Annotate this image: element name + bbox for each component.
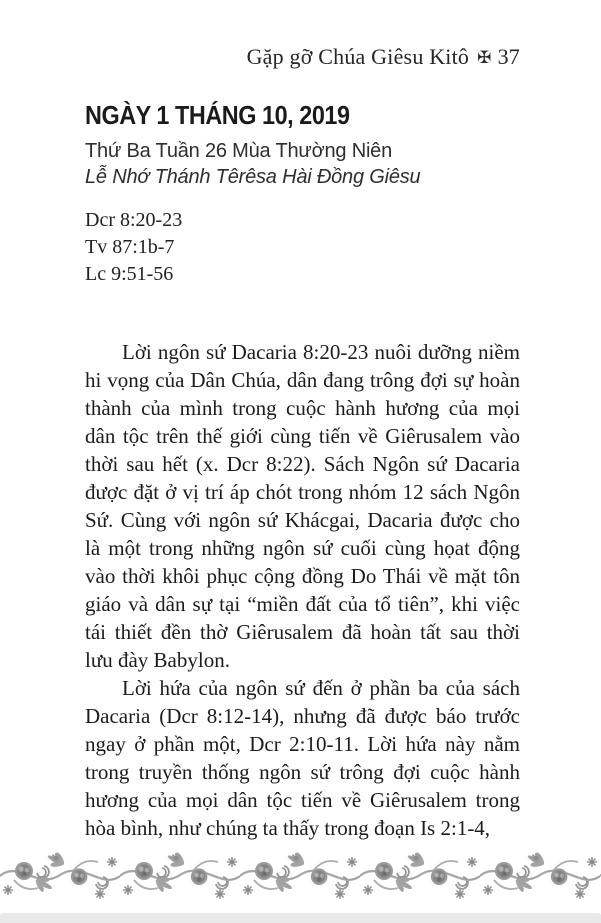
bottom-page-strip (0, 913, 601, 923)
entry-weekday: Thứ Ba Tuần 26 Mùa Thường Niên (85, 140, 393, 162)
reading-reference: Lc 9:51-56 (85, 263, 174, 285)
floral-border-ornament (0, 850, 601, 900)
reading-reference: Dcr 8:20-23 (85, 209, 183, 231)
body-paragraph: Lời ngôn sứ Dacaria 8:20-23 nuôi dưỡng niềm hi vọng của Dân Chúa, dân đang trông đợi sự hoàn thành của mình trong cuộc hành hương của mọi dân tộc trên thế giới cùng tiến về Giêrusalem vào thời sau hết (x. Dcr 8:22). Sách Ngôn sứ Dacaria được đặt ở vị trí áp chót trong nhóm 12 sách Ngôn Sứ. Cùng với ngôn sứ Khácgai, Dacaria được cho là một trong những ngôn sứ cuối cùng họat động vào thời khôi phục cộng đồng Do Thái về mặt tôn giáo và dân sự tại “miền đất của tổ tiên”, khi việc tái thiết đền thờ Giêrusalem đã hoàn tất sau thời lưu đày Babylon. (85, 340, 520, 672)
running-title: Gặp gỡ Chúa Giêsu Kitô (246, 44, 470, 69)
meditation-text (85, 338, 520, 842)
entry-date-title: NGÀY 1 THÁNG 10, 2019 (85, 100, 350, 130)
body-paragraph: Lời hứa của ngôn sứ đến ở phần ba của sách Dacaria (Dcr 8:12-14), nhưng đã được báo trước ngay ở phần một, Dcr 2:10-11. Lời hứa này nằm trong truyền thống ngôn sứ trông đợi cuộc hành hương của mọi dân tộc tiến về Giêrusalem trong hòa bình, như chúng ta thấy trong đoạn Is 2:1-4, (85, 676, 520, 840)
page-number: 37 (497, 44, 520, 69)
reading-reference: Tv 87:1b-7 (85, 236, 175, 258)
readings-list (85, 207, 520, 288)
entry-feast: Lễ Nhớ Thánh Têrêsa Hài Đồng Giêsu (85, 166, 421, 188)
running-header (85, 44, 520, 70)
cross-icon: ✠ (477, 48, 492, 67)
